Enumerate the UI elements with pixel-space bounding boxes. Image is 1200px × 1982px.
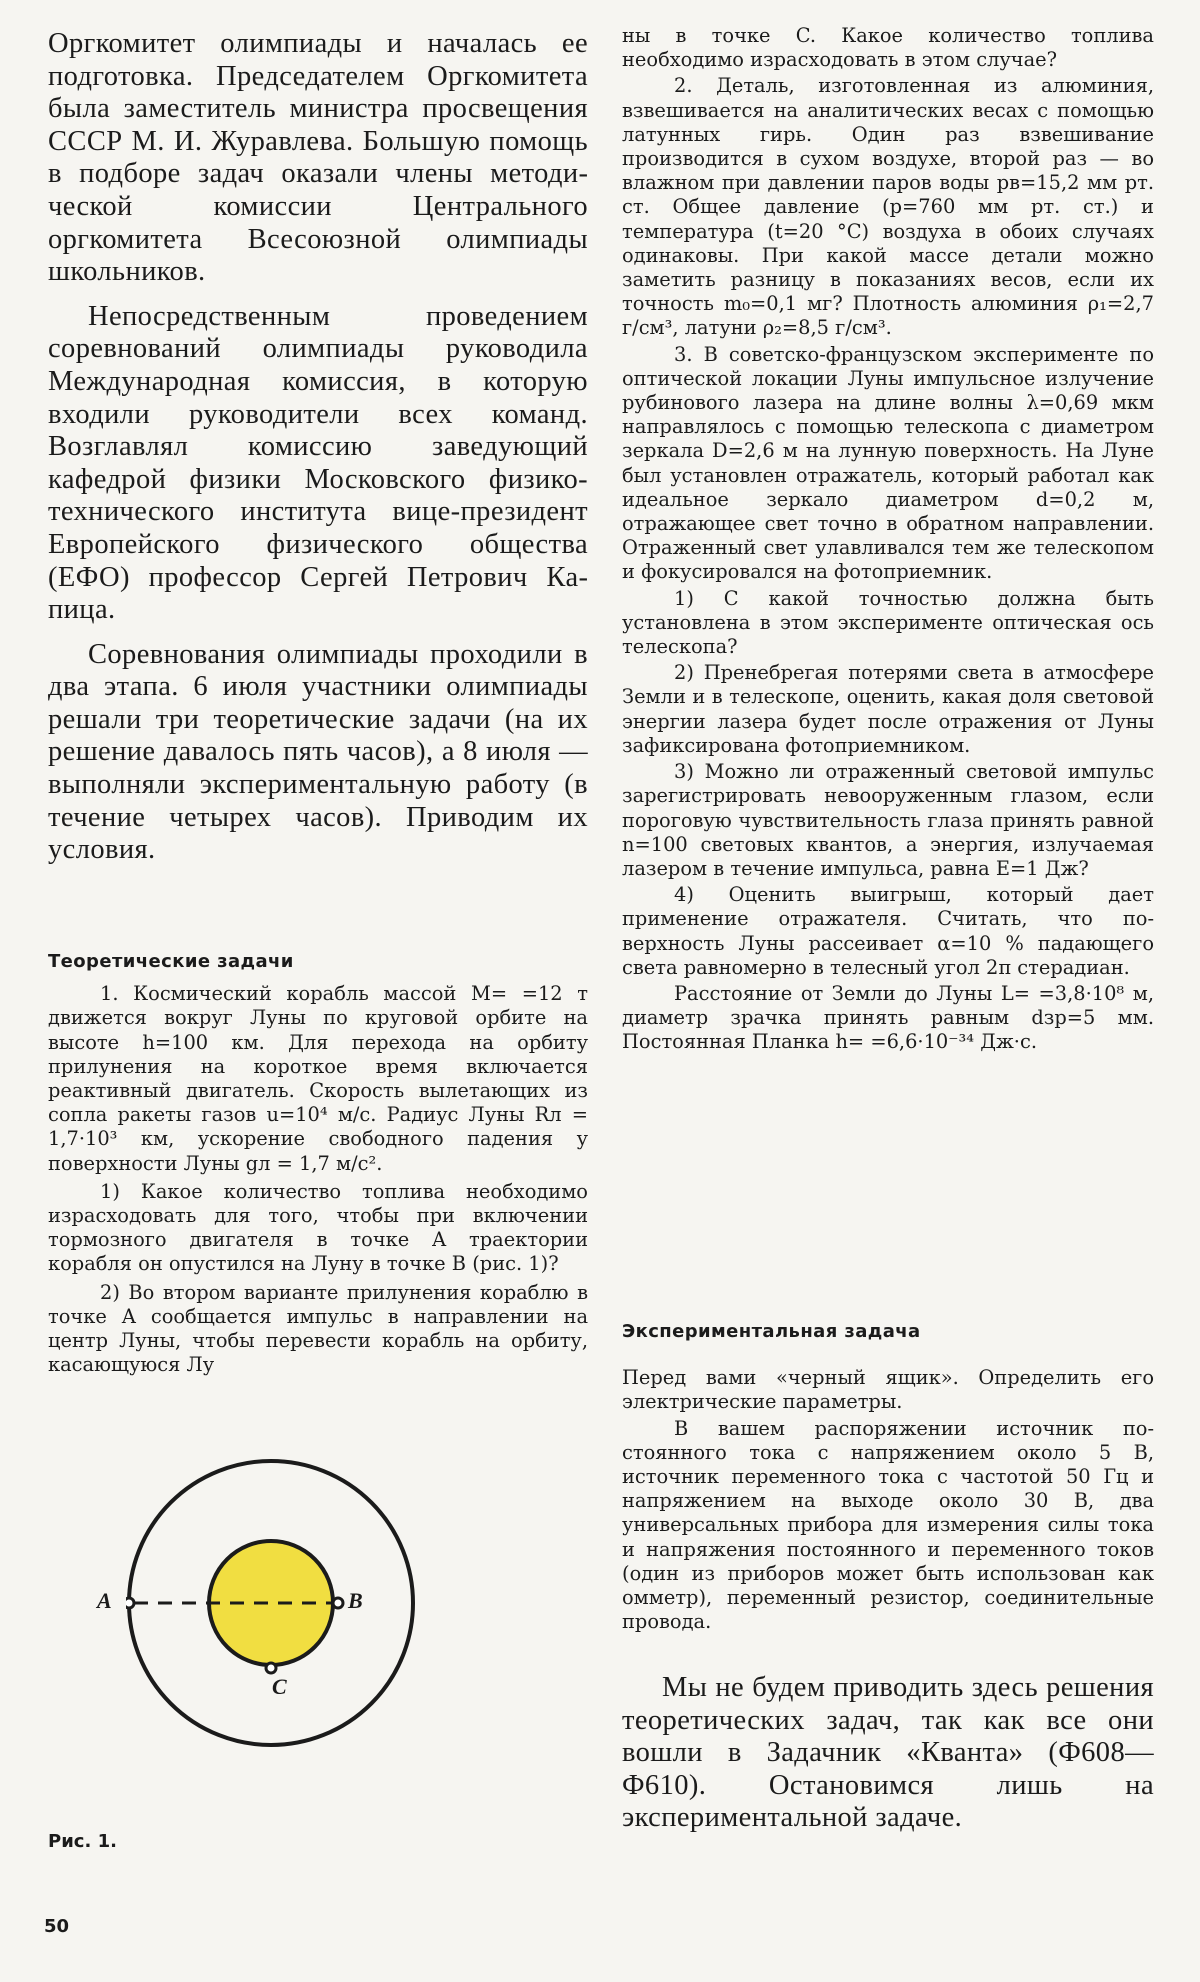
theory-section <box>48 950 588 1377</box>
point-b-marker <box>333 1598 343 1608</box>
page-number: 50 <box>44 1916 70 1937</box>
task1-statement: 1. Космический корабль массой M= =12 т движется вокруг Луны по круговой орбите на высоте h=100 км. Для перехода на орбиту прилунения на короткое время включается реактивный двигатель. Скорость вылетающих из сопла ракеты газов u=10⁴ м/с. Радиус Луны Rл = 1,7·10³ км, ускорение свободного падения у поверхности Луны gл = 1,7 м/с². <box>48 982 588 1175</box>
closing-section <box>622 1672 1154 1847</box>
task3-question1: 1) С какой точностью должна быть установлена в этом эксперименте оптическая ось телескопа? <box>622 586 1154 659</box>
experiment-intro: Перед вами «черный ящик». Определить его электрические параметры. <box>622 1366 1154 1414</box>
task2-text: 2. Деталь, изготовленная из алюминия, взвешивается на аналитических весах с помощью латунных гирь. Один раз взвешивание производится в сухом воздухе, второй раз — во влажном при давлении паров воды pв=15,2 мм рт. ст. Общее давление (p=760 мм рт. ст.) и температура (t=20 °C) воздуха в обоих случаях одинаковы. При какой массе детали можно заметить разницу в показаниях весов, если их точность m₀=0,1 мг? Плотность алюминия ρ₁=2,7 г/см³, латуни ρ₂=8,5 г/см³. <box>622 74 1154 340</box>
task3-question2: 2) Пренебрегая потерями света в атмосфере Земли и в телескопе, оценить, какая доля световой энергии лазера будет после отражения от Луны зафиксирована фотоприемником. <box>622 661 1154 757</box>
task3-statement: 3. В советско-французском эксперименте по оптической локации Луны импульсное излучение рубинового лазера на длине волны λ=0,69 мкм направлялось с помощью телескопа с диаметром зеркала D=2,6 м на лунную поверхность. На Луне был установлен отражатель, который работал как идеальное зеркало диаметром d=0,2 м, отражающее свет точно в обратном направлении. Отраженный свет улавливался тем же телескопом и фокусировался на фотоприемник. <box>622 342 1154 584</box>
experiment-equipment: В вашем распоряжении источник постоянного тока с напряжением около 5 В, источник переменного тока с частотой 50 Гц и напряжением на выходе около 30 В, два универсальных прибора для измерения силы тока и напряжения постоянного и переменного токов (один из приборов может быть использован как омметр), переменный резистор, соединительные провода. <box>622 1416 1154 1634</box>
label-a: A <box>97 1588 112 1613</box>
task3-question4: 4) Оценить выигрыш, который дает применение отражателя. Считать, что поверхность Луны рассеивает α=10 % падающего света равномерно в телесный угол 2π стерадиан. <box>622 883 1154 979</box>
orbit-figure <box>126 1458 416 1748</box>
experiment-section <box>622 1320 1154 1634</box>
closing-paragraph: Мы не будем приводить здесь решения теоретических задач, так как все они вошли в Задачник «Кванта» (Ф608—Ф610). Остановимся лишь на экспериментальной задаче. <box>622 1672 1154 1834</box>
task1-question1: 1) Какое количество топлива необходимо израсходовать для того, чтобы при включении тормозного двигателя в точке A траектории корабля он опустился на Луну в точке B (рис. 1)? <box>48 1179 588 1276</box>
intro-paragraph: Непосредственным проведением соревнований олимпиады руководила Международная комиссия, в которую входили руководители всех команд. Возглавлял комиссию заведующий кафедрой физики Московского физико-технического института вице-президент Европейского физического общества (ЕФО) профессор Сергей Петрович Капица. <box>48 300 588 626</box>
point-c-marker <box>266 1663 276 1673</box>
task3-constants: Расстояние от Земли до Луны L= =3,8·10⁸ м, диаметр зрачка принять равным dзр=5 мм. Постоянная Планка h= =6,6·10⁻³⁴ Дж·с. <box>622 981 1154 1054</box>
intro-paragraph: Соревнования олимпиады проходили в два этапа. 6 июля участники олимпиады решали три теоретические задачи (на их решение давалось пять часов), а 8 июля — выполняли экспериментальную работу (в течение четырех часов). Приводим их условия. <box>48 638 588 866</box>
intro-section <box>48 28 588 879</box>
figure-caption: Рис. 1. <box>48 1831 117 1852</box>
intro-paragraph: Оргкомитет олимпиады и началась ее подготовка. Председателем Оргкомитета была заместитель министра просвещения СССР М. И. Журавлева. Большую помощь в подборе задач оказали члены методической комиссии Центрального оргкомитета Всесоюзной олимпиады школьников. <box>48 28 588 288</box>
task3-question3: 3) Можно ли отраженный световой импульс зарегистрировать невооруженным глазом, если пороговую чувствительность глаза принять равной n=100 световых квантов, а энергия, излучаемая лазером в течение импульса, равна E=1 Дж? <box>622 760 1154 880</box>
label-b: B <box>348 1588 363 1613</box>
theory-heading: Теоретические задачи <box>48 951 294 972</box>
right-top-section <box>622 24 1154 1055</box>
point-a-marker <box>126 1598 134 1608</box>
task1-continuation: ны в точке C. Какое количество топлива необходимо израсходовать в этом случае? <box>622 24 1154 72</box>
label-c: C <box>272 1674 287 1699</box>
task1-question2: 2) Во втором варианте прилунения кораблю в точке A сообщается импульс в направлении на центр Луны, чтобы перевести корабль на орбиту, касающуюся Лу <box>48 1280 588 1377</box>
experiment-heading: Экспериментальная задача <box>622 1321 921 1342</box>
